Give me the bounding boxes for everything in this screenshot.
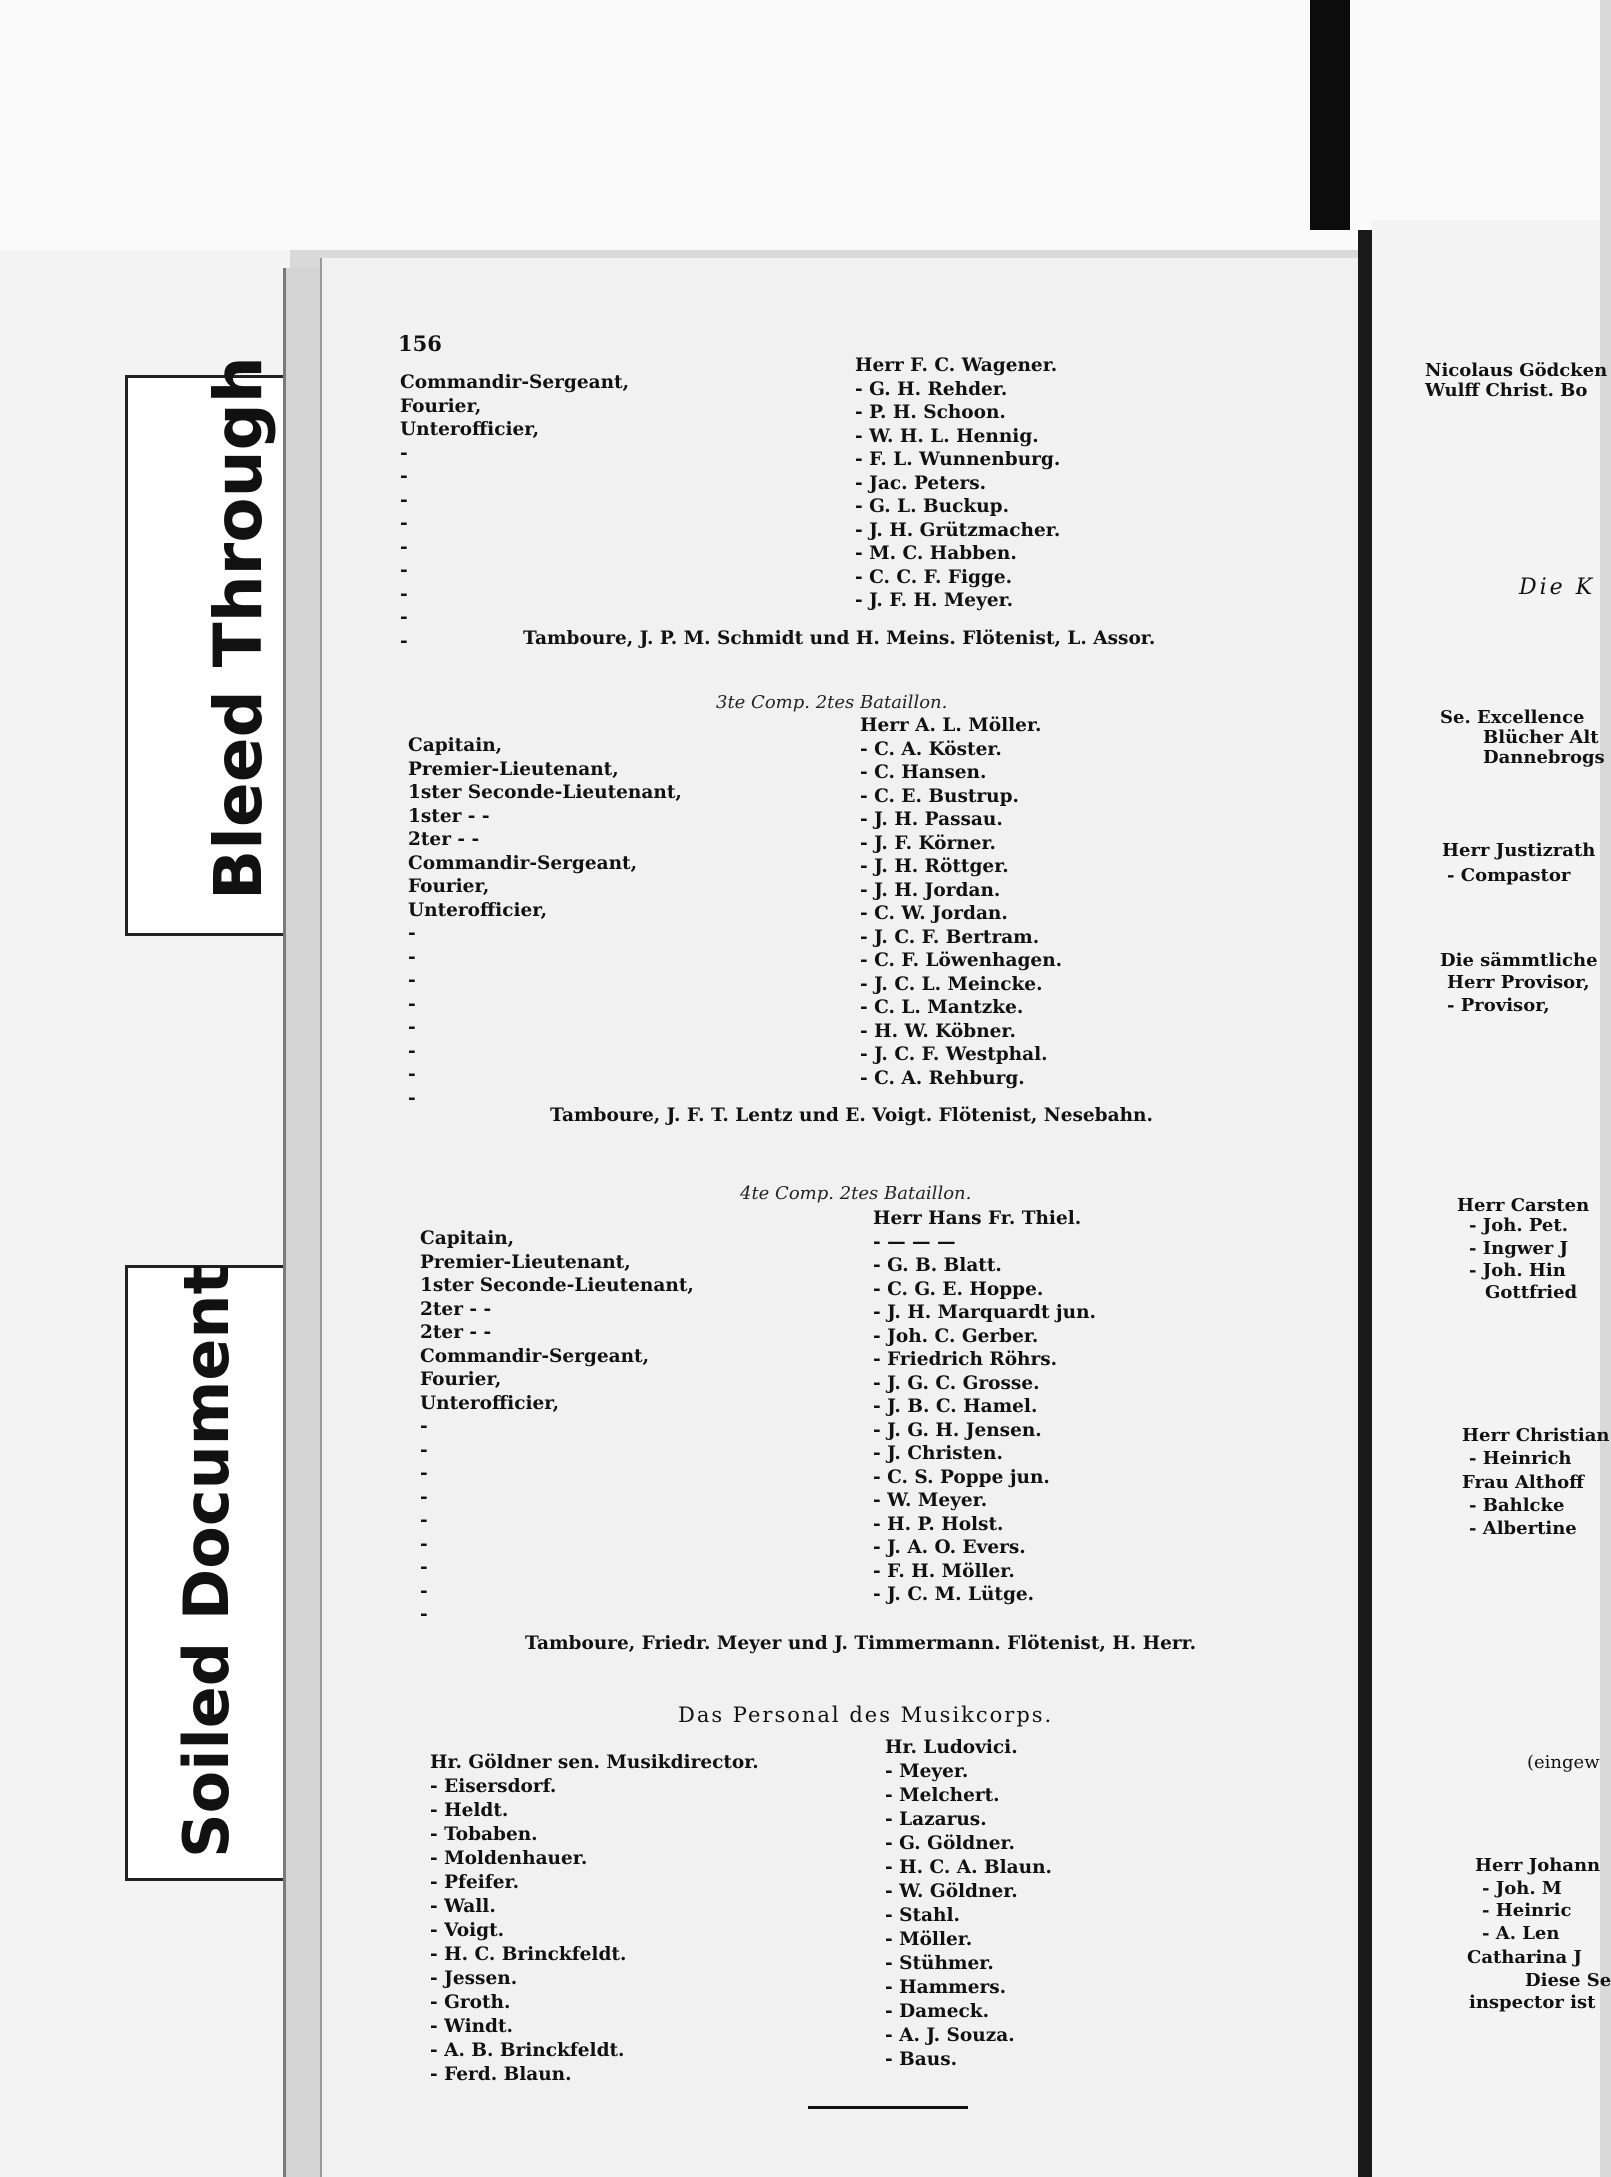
member-name: - C. C. F. Figge. <box>855 566 1013 588</box>
section-title: 3te Comp. 2tes Bataillon. <box>716 692 948 713</box>
rank-label: - <box>408 923 416 944</box>
rank-label: Fourier, <box>400 395 482 417</box>
musician-name: - Lazarus. <box>885 1809 987 1830</box>
right-page-line: Herr Justizrath <box>1442 840 1596 861</box>
member-name: - C. G. E. Hoppe. <box>873 1278 1044 1300</box>
member-name: - J. C. L. Meincke. <box>860 973 1043 995</box>
member-name: - G. H. Rehder. <box>855 378 1008 400</box>
rank-label: - <box>408 1040 416 1062</box>
rank-label: Premier-Lieutenant, <box>408 758 619 780</box>
right-page-line: (eingew <box>1527 1752 1600 1773</box>
musician-name: - Jessen. <box>430 1968 518 1989</box>
rank-label: - <box>420 1416 428 1437</box>
musician-name: - Melchert. <box>885 1785 1000 1806</box>
rank-label: - <box>420 1604 428 1625</box>
member-name: - W. Meyer. <box>873 1490 988 1511</box>
tamboure-line: Tamboure, J. P. M. Schmidt und H. Meins. Flötenist, L. Assor. <box>523 628 1156 649</box>
member-name: - J. H. Passau. <box>860 809 1003 830</box>
right-page-line: Herr Christian <box>1462 1425 1610 1446</box>
member-name: - J. A. O. Evers. <box>873 1537 1026 1558</box>
member-name: - W. H. L. Hennig. <box>855 425 1039 447</box>
top-background <box>0 0 1600 250</box>
musician-name: - Groth. <box>430 1992 511 2013</box>
music-title: Das Personal des Musikcorps. <box>678 1703 1054 1727</box>
right-page-line: - A. Len <box>1482 1923 1560 1944</box>
right-page-line: Blücher Alt <box>1483 727 1599 748</box>
member-name: - J. G. H. Jensen. <box>873 1419 1042 1441</box>
rank-label: - <box>408 1087 416 1109</box>
musician-name: - Heldt. <box>430 1800 509 1821</box>
right-page-line: - Joh. Pet. <box>1469 1215 1568 1236</box>
rank-label: Unterofficier, <box>408 899 548 921</box>
tamboure-line: Tamboure, Friedr. Meyer und J. Timmermann. Flötenist, H. Herr. <box>525 1633 1197 1654</box>
right-page-line: inspector ist <box>1469 1992 1596 2013</box>
right-page-line: Frau Althoff <box>1462 1472 1584 1493</box>
rank-label: - <box>408 1064 416 1085</box>
right-page-line: Gottfried <box>1485 1282 1578 1303</box>
musician-name: Hr. Ludovici. <box>885 1737 1018 1758</box>
right-page-line: - Bahlcke <box>1469 1495 1565 1516</box>
right-page-line: - Compastor <box>1447 865 1571 886</box>
rank-label: - <box>400 583 408 605</box>
section-title: 4te Comp. 2tes Bataillon. <box>740 1183 972 1204</box>
musician-name: - Pfeifer. <box>430 1872 520 1893</box>
closing-rule <box>808 2106 968 2109</box>
member-name: - C. A. Köster. <box>860 738 1002 760</box>
rank-label: - <box>420 1463 428 1484</box>
musician-name: - Ferd. Blaun. <box>430 2064 572 2085</box>
right-page-line: Herr Carsten <box>1457 1195 1590 1216</box>
right-page-line: Herr Johann <box>1475 1855 1601 1876</box>
label-tab-soiled-document <box>125 1265 298 1881</box>
rank-label: - <box>400 607 408 628</box>
rank-label: Unterofficier, <box>420 1392 560 1414</box>
musician-name: - A. J. Souza. <box>885 2025 1015 2046</box>
rank-label: - <box>400 466 408 487</box>
member-name: - — — — <box>873 1231 956 1253</box>
rank-label: - <box>420 1439 428 1461</box>
member-name: Herr Hans Fr. Thiel. <box>873 1208 1082 1229</box>
member-name: - Jac. Peters. <box>855 472 987 494</box>
rank-label: Commandir-Sergeant, <box>408 852 638 874</box>
right-page-line: Nicolaus Gödcken <box>1425 360 1608 381</box>
rank-label: Commandir-Sergeant, <box>420 1345 650 1367</box>
rank-label: 2ter - - <box>408 829 480 850</box>
musician-name: - Stahl. <box>885 1905 960 1926</box>
rank-label: - <box>420 1580 428 1602</box>
page-number: 156 <box>398 331 442 356</box>
rank-label: - <box>400 489 408 511</box>
musician-name: - Dameck. <box>885 2001 990 2022</box>
rank-label: - <box>408 946 416 968</box>
rank-label: - <box>400 513 408 534</box>
musician-name: - H. C. Brinckfeldt. <box>430 1944 627 1965</box>
right-page-line: Dannebrogs <box>1483 747 1605 768</box>
musician-name: - A. B. Brinckfeldt. <box>430 2040 625 2061</box>
musician-name: - Möller. <box>885 1929 973 1950</box>
rank-label: - <box>420 1533 428 1555</box>
musician-name: - Tobaben. <box>430 1824 538 1845</box>
musician-name: - Eisersdorf. <box>430 1776 557 1797</box>
tamboure-line: Tamboure, J. F. T. Lentz und E. Voigt. Flötenist, Nesebahn. <box>550 1105 1153 1126</box>
member-name: - F. H. Möller. <box>873 1560 1015 1582</box>
musician-name: - Voigt. <box>430 1920 505 1941</box>
right-page-line: Die sämmtliche <box>1440 950 1598 971</box>
member-name: - J. H. Jordan. <box>860 879 1001 901</box>
right-page-line: - Provisor, <box>1447 995 1550 1016</box>
member-name: - J. F. Körner. <box>860 832 996 854</box>
rank-label: - <box>408 1017 416 1038</box>
member-name: - J. B. C. Hamel. <box>873 1396 1038 1417</box>
right-page-line: - Heinrich <box>1469 1448 1572 1469</box>
right-page-line: Se. Excellence <box>1440 707 1585 728</box>
book-gutter <box>1358 230 1372 2177</box>
right-page <box>1372 220 1611 2177</box>
musician-name: - G. Göldner. <box>885 1833 1015 1854</box>
dark-edge <box>1310 0 1350 230</box>
label-bleed-through: Bleed Through <box>200 356 277 900</box>
rank-label: 2ter - - <box>420 1298 492 1320</box>
rank-label: - <box>408 993 416 1015</box>
musician-name: - Windt. <box>430 2016 513 2037</box>
musician-name: - Meyer. <box>885 1761 969 1782</box>
right-page-line: Die K <box>1519 575 1596 600</box>
member-name: - Joh. C. Gerber. <box>873 1325 1039 1347</box>
musician-name: - Baus. <box>885 2049 958 2070</box>
member-name: - C. L. Mantzke. <box>860 997 1024 1018</box>
musician-name: - W. Göldner. <box>885 1881 1018 1902</box>
musician-name: - Hammers. <box>885 1977 1007 1998</box>
member-name: - P. H. Schoon. <box>855 402 1006 423</box>
rank-label: - <box>400 536 408 558</box>
rank-label: 1ster - - <box>408 805 490 827</box>
right-page-line: Herr Provisor, <box>1447 972 1590 993</box>
member-name: - J. H. Grützmacher. <box>855 519 1061 541</box>
label-tab-bleed-through <box>125 356 298 936</box>
member-name: - Friedrich Röhrs. <box>873 1349 1058 1370</box>
rank-label: Fourier, <box>408 876 490 897</box>
member-name: - M. C. Habben. <box>855 543 1017 564</box>
right-page-line: - Heinric <box>1482 1900 1572 1921</box>
member-name: - C. W. Jordan. <box>860 903 1008 924</box>
rank-label: - <box>400 442 408 464</box>
rank-label: Fourier, <box>420 1369 502 1390</box>
member-name: - F. L. Wunnenburg. <box>855 449 1061 470</box>
member-name: - J. Christen. <box>873 1443 1003 1464</box>
right-page-line: Wulff Christ. Bo <box>1425 380 1588 401</box>
rank-label: Capitain, <box>420 1228 515 1249</box>
rank-label: Unterofficier, <box>400 419 540 440</box>
member-name: - J. H. Marquardt jun. <box>873 1302 1096 1323</box>
member-name: - H. P. Holst. <box>873 1513 1004 1535</box>
rank-label: - <box>420 1510 428 1531</box>
member-name: - J. F. H. Meyer. <box>855 590 1014 611</box>
right-page-line: Diese Se <box>1525 1970 1611 1991</box>
musician-name: - Moldenhauer. <box>430 1848 588 1869</box>
rank-label: - <box>420 1486 428 1508</box>
member-name: - J. C. F. Bertram. <box>860 926 1040 948</box>
member-name: - C. A. Rehburg. <box>860 1067 1025 1089</box>
member-name: - G. L. Buckup. <box>855 496 1010 517</box>
member-name: Herr A. L. Möller. <box>860 715 1042 736</box>
member-name: - J. C. M. Lütge. <box>873 1584 1035 1605</box>
musician-name: - Stühmer. <box>885 1953 994 1974</box>
rank-label: Capitain, <box>408 735 503 756</box>
member-name: - J. G. C. Grosse. <box>873 1372 1040 1394</box>
member-name: - H. W. Köbner. <box>860 1020 1016 1042</box>
right-page-line: - Albertine <box>1469 1518 1577 1539</box>
rank-label: - <box>400 560 408 581</box>
musician-name: - Wall. <box>430 1896 496 1917</box>
musician-name: - H. C. A. Blaun. <box>885 1857 1052 1878</box>
rank-label: - <box>408 970 416 991</box>
member-name: - J. H. Röttger. <box>860 856 1009 877</box>
rank-label: 1ster Seconde-Lieutenant, <box>408 782 682 803</box>
rank-label: 1ster Seconde-Lieutenant, <box>420 1275 694 1296</box>
label-soiled-document: Soiled Document <box>170 1264 243 1858</box>
rank-label: - <box>420 1557 428 1578</box>
rank-label: Premier-Lieutenant, <box>420 1251 631 1273</box>
right-page-line: - Joh. Hin <box>1469 1260 1566 1281</box>
member-name: Herr F. C. Wagener. <box>855 355 1058 376</box>
member-name: - G. B. Blatt. <box>873 1255 1002 1276</box>
rank-label: 2ter - - <box>420 1322 492 1343</box>
musician-name: Hr. Göldner sen. Musikdirector. <box>430 1752 759 1773</box>
rank-label: - <box>400 630 408 652</box>
right-page-line: Catharina J <box>1467 1947 1582 1968</box>
member-name: - J. C. F. Westphal. <box>860 1044 1048 1065</box>
member-name: - C. Hansen. <box>860 762 987 783</box>
member-name: - C. S. Poppe jun. <box>873 1466 1050 1488</box>
right-page-line: - Ingwer J <box>1469 1238 1569 1259</box>
right-page-line: - Joh. M <box>1482 1878 1562 1899</box>
member-name: - C. E. Bustrup. <box>860 785 1020 807</box>
rank-label: Commandir-Sergeant, <box>400 372 630 393</box>
member-name: - C. F. Löwenhagen. <box>860 950 1063 971</box>
